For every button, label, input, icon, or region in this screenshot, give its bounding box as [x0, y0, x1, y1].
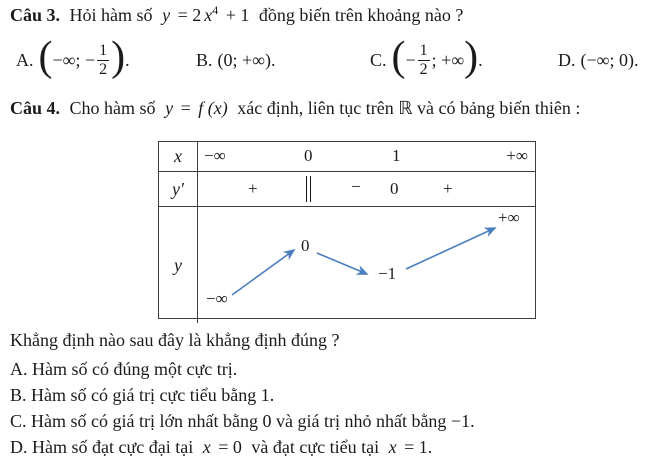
q4-option-d-pre: D. Hàm số đạt cực đại tại	[10, 437, 194, 457]
q4-option-d-m1: = 0	[218, 437, 242, 457]
math-fx: f (x)	[198, 98, 228, 118]
sign-minus: −	[351, 177, 361, 196]
table-header-y-prime: y′	[159, 172, 198, 207]
q4-option-a: A. Hàm số có đúng một cực trị.	[10, 359, 238, 379]
option-a-text: −∞; −	[52, 49, 96, 70]
variation-table	[158, 141, 536, 319]
x-value-pos-inf: +∞	[506, 146, 528, 165]
table-header-y: y	[159, 207, 198, 323]
variation-diagram	[198, 207, 536, 323]
y-min-neg-one: −1	[378, 264, 397, 283]
option-a-period: .	[125, 49, 130, 70]
option-b-text: (0; +∞).	[217, 49, 276, 70]
option-d-label: D.	[558, 49, 576, 70]
math-var-y: y	[165, 98, 174, 118]
option-b-label: B.	[196, 49, 213, 70]
question-4-label: Câu 4.	[10, 98, 61, 118]
option-c-label: C.	[370, 49, 387, 70]
table-row-x-values	[198, 142, 536, 172]
option-a-label: A.	[16, 49, 34, 70]
x-value-zero: 0	[304, 146, 313, 165]
question-3-outro: đồng biến trên khoảng nào ?	[258, 5, 464, 25]
math-exponent: 4	[212, 3, 219, 17]
question-4-outro: xác định, liên tục trên ℝ và có bảng biến thiên :	[237, 98, 581, 118]
fraction-one-half	[418, 42, 430, 79]
option-d-text: (−∞; 0).	[580, 49, 639, 70]
q4-stem: Khẳng định nào sau đây là khẳng định đúng ?	[10, 330, 340, 350]
math-tail: + 1	[225, 5, 250, 25]
math-var-x: x	[204, 5, 213, 25]
q4-option-d	[10, 437, 432, 458]
arrow-up-2	[406, 228, 495, 269]
option-c-period: .	[478, 49, 483, 70]
fraction-denominator: 2	[99, 60, 108, 78]
fraction-numerator: 1	[419, 41, 428, 59]
q3-option-a	[16, 32, 130, 88]
option-c-mid: ; +∞	[431, 49, 465, 70]
fraction-one-half	[97, 42, 109, 79]
table-row-y-prime-signs	[198, 172, 536, 207]
q3-option-b	[196, 32, 276, 88]
discontinuity-double-bar	[306, 176, 311, 202]
arrow-up-1	[232, 250, 294, 295]
right-paren: )	[111, 34, 126, 81]
fraction-denominator: 2	[419, 60, 428, 78]
q4-option-c: C. Hàm số có giá trị lớn nhất bằng 0 và giá trị nhỏ nhất bằng −1.	[10, 411, 475, 431]
question-4-intro: Cho hàm số	[69, 98, 156, 118]
fraction-numerator: 1	[99, 41, 108, 59]
y-limit-pos-inf: +∞	[498, 208, 520, 227]
left-paren: (	[391, 34, 406, 81]
table-header-x: x	[159, 142, 198, 172]
y-limit-neg-inf: −∞	[206, 289, 228, 308]
x-value-neg-inf: −∞	[204, 146, 226, 165]
right-paren: )	[464, 34, 479, 81]
question-3-intro: Hỏi hàm số	[69, 5, 153, 25]
x-value-one: 1	[392, 146, 401, 165]
sign-plus: +	[443, 179, 453, 198]
y-max-zero: 0	[301, 236, 310, 255]
math-var-x: x	[202, 437, 211, 457]
q3-option-d	[558, 32, 638, 88]
q4-option-b: B. Hàm số có giá trị cực tiểu bằng 1.	[10, 385, 275, 405]
math-eq: =	[180, 98, 191, 118]
math-eq: = 2	[177, 5, 202, 25]
arrow-down	[317, 253, 367, 274]
q4-option-d-m2: = 1.	[404, 437, 433, 457]
sign-zero: 0	[390, 179, 399, 198]
option-c-pre: −	[405, 49, 416, 70]
question-4-heading	[10, 98, 580, 119]
math-var-x: x	[388, 437, 397, 457]
question-3-heading	[10, 5, 463, 26]
q3-option-c	[370, 32, 483, 88]
math-var-y: y	[162, 5, 171, 25]
question-3-label: Câu 3.	[10, 5, 61, 25]
left-paren: (	[38, 34, 53, 81]
q4-option-d-mid: và đạt cực tiểu tại	[251, 437, 380, 457]
sign-plus: +	[248, 179, 258, 198]
variation-curve-svg	[198, 207, 536, 318]
